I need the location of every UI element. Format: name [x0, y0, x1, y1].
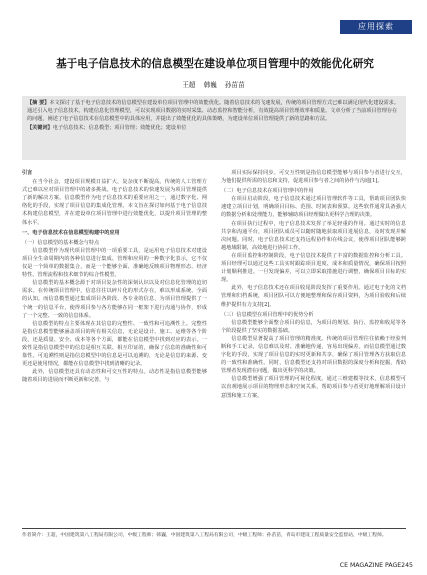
abstract-box: [22, 96, 406, 160]
authors: 王超 韩巍 孙苗苗: [182, 81, 245, 89]
keywords-text: 电子信息技术；信息模型；项目管理；效能优化；建设单位: [52, 124, 187, 131]
paragraph: 项目实际保持同步。可交互性则是指信息模型能够与项目参与者进行交互，为他们提供所需的信息和支持，促进项目参与者之间的协作与沟通[1]。: [221, 170, 406, 185]
left-column: [22, 169, 207, 524]
paragraph: 信息模型显著提高了项目管理的精准度。传统的项目管理往往依赖于经验判断和手工记录，信息难以及时、准确地传递，容易出现偏差。而信息模型通过数字化的手段，实现了项目信息的实时更新和共享，确保了项目管理各方获取信息的一致性和准确性。同时，信息模型还支持对项目数据的深度分析和挖掘，帮助管理者发现潜在问题，做出更科学的决策。: [221, 335, 406, 375]
section-heading: （二）电子信息技术在项目管理中的作用: [221, 188, 314, 195]
paragraph: 在项目执行过程中，电子信息技术发挥了举足轻重的作用。通过实时的信息共享和沟通平台，项目团队成员可以随时随地获取项目进展信息，及时发现并解决问题。同时，电子信息技术还支持远程协作和在线会议，使得项目团队能够跨越地域限制，高效地进行协同工作。: [221, 220, 406, 251]
section-heading: （三）信息模型在项目管理中的优势分析: [221, 311, 314, 318]
section-tag: 应用探索: [340, 20, 412, 34]
abstract-text: 本文探讨了基于电子信息技术的信息模型在建设单位项目管理中的效能优化。随着信息技术的飞速发展，传统的项目管理方式已难以满足现代化建设需求。通过引入电子信息技术，构建信息化管理模型，可以实现项目数据的实时采集、动态监控和智能分析，有效提高项目管理效率和质量。文章分析了当前项目管理存在的问题，阐述了电子信息技术在信息模型中的具体应用，并提出了效能优化的具体策略，为建设单位项目管理提供了新的思路和方法。: [27, 100, 399, 123]
paragraph: 信息模型作为现代项目管理中的一项重要工具，是运用电子信息技术对建设项目全生命周期内的各种信息进行集成、管理和应用的一种数字化表示，它不仅仅是一个简单的数据集合，而是一个能够全面、准确地反映项目物理形态、经济特性、管理流程和技术细节的综合性模型。: [22, 247, 207, 279]
paragraph: 在当今社会，建设项目规模日益扩大，复杂度不断提高。传统的人工管理方式已难以应对项目管理中的诸多挑战。电子信息技术的快速发展为项目管理提供了新的解决方案。信息模型作为电子信息技术的重要应用之一，通过数字化、网络化的手段，实现了项目信息的集成化管理。本文旨在探讨如何基于电子信息技术构建信息模型，并在建设单位项目管理中进行效能优化，以提升项目管理的整体水平。: [22, 179, 207, 226]
abstract-label: 【摘 要】: [27, 100, 50, 106]
paragraph: 此外，信息模型还具有动态性和可交互性的特点。动态性是指信息模型能够随着项目的进展而不断更新和完善，与: [22, 369, 207, 384]
paragraph: 在项目启动阶段，电子信息技术通过项目管理软件等工具，帮助项目团队快速建立项目计划，明确项目目标、范围、时间表和预算。这些软件通常具备强大的数据分析和处理能力，能够辅助项目经理做出更科学合理的决策。: [221, 196, 406, 219]
paragraph: 信息模型增强了项目管理的可视化程度。通过三维建模等技术，信息模型可以直观地展示项目的物理形态和空间关系，帮助项目参与者更好地理解项目设计意图和施工方案。: [221, 376, 406, 399]
paragraph: 信息模型的基本概念源于对项目复杂性的深刻认识以及对信息化管理的迫切需求。在传统项目管理中，信息往往以碎片化的形式存在，难以形成系统、全面的认知。而信息模型通过集成项目各阶段、各专业的信息，为项目管理提供了一个统一的信息平台，使得项目参与各方能够在同一框架下进行沟通与协作，形成了一个完整、一致的信息体系。: [22, 280, 207, 319]
article-title: 基于电子信息技术的信息模型在建设单位项目管理中的效能优化研究: [56, 58, 374, 70]
right-column: [221, 169, 406, 544]
keywords-label: 【关键词】: [27, 124, 53, 131]
section-lead: 引言: [22, 170, 33, 176]
paragraph: 在项目监控和控制阶段，电子信息技术提供了丰富的数据监控和分析工具。项目经理可以通过这些工具实时跟踪项目进度、成本和质量情况，确保项目按照计划顺利推进。一旦发现偏差，可以立即采取措施进行调整，确保项目目标的实现。: [221, 252, 406, 284]
paragraph: 此外，电子信息技术还在项目收尾阶段发挥了重要作用。通过电子化的文档管理和归档系统，项目团队可以方便地整理和保存项目资料，为项目验收和后续维护提供有力支持[2]。: [221, 285, 406, 308]
page-footer: CE MAGAZINE PAGE245: [339, 562, 413, 569]
paragraph: 信息模型的特点主要体现在其信息的完整性、一致性和可追溯性上。完整性是指信息模型能够涵盖项目的所有相关信息，无论是设计、施工、运维等各个阶段，还是质量、安全、成本等各个方面，都能在信息模型中找到对应的表示。一致性是指信息模型中的信息是相互关联、相互印证的，确保了信息的准确性和可靠性。可追溯性则是指信息模型中的信息是可以追溯的，无论是信息的来源、变更还是使用情况，都能在信息模型中找到清晰的记录。: [22, 320, 207, 368]
section-heading: 一、电子信息技术在信息模型构建中的应用: [22, 229, 120, 236]
section-heading: （一）信息模型的基本概念与特点: [22, 239, 100, 246]
author-footnote: 作者简介：王超，中国建筑第八工程局有限公司，中级工程师；韩巍，中国建筑第八工程局有限公司，中级工程师；孙苗苗，青岛市建设工程质量安全监督站，中级工程师。: [22, 528, 406, 540]
paragraph: 信息模型能够全面整合项目的信息，为项目的规划、执行、监控和收尾等各个阶段提供了坚实的数据基础。: [221, 319, 406, 334]
